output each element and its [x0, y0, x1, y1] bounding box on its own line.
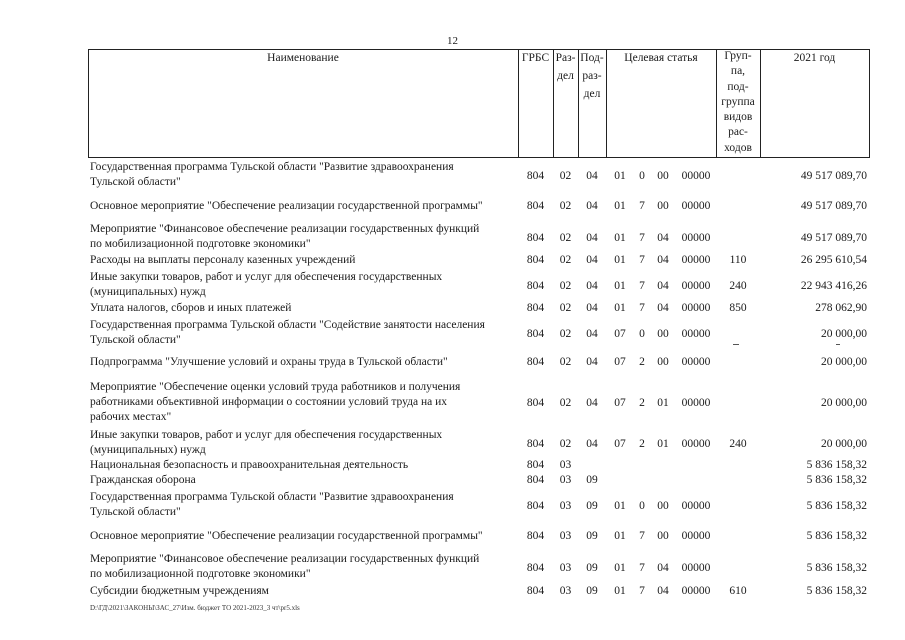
cell-t1: 01 — [614, 530, 626, 542]
cell-t2: 2 — [639, 397, 645, 409]
cell-grbs: 804 — [526, 585, 545, 597]
cell-pr: 04 — [586, 169, 598, 182]
row-name — [90, 270, 520, 300]
row-name-line: Расходы на выплаты персоналу казенных учреждений — [90, 254, 356, 266]
row-name-line: Основное мероприятие "Обеспечение реализации государственной программы" — [90, 530, 483, 542]
row-name-line: Иные закупки товаров, работ и услуг для обеспечения государственных — [90, 429, 443, 441]
header-grbs: ГРБС — [521, 52, 550, 64]
cell-t1: 07 — [614, 437, 626, 450]
cell-rz: 02 — [559, 327, 572, 340]
cell-t4: 00000 — [681, 327, 711, 340]
row-name-line: Уплата налогов, сборов и иных платежей — [90, 302, 292, 314]
cell-t1: 01 — [614, 585, 626, 597]
cell-t4: 00000 — [681, 254, 711, 266]
cell-t3: 00 — [657, 356, 669, 368]
header-razdel: Раз- дел — [555, 52, 576, 82]
row-name — [90, 301, 520, 316]
cell-rz: 02 — [559, 254, 572, 266]
cell-rz: 02 — [559, 302, 572, 314]
cell-t2: 7 — [639, 254, 645, 266]
cell-pr: 09 — [586, 499, 598, 512]
cell-rz: 02 — [559, 279, 572, 292]
cell-t2: 7 — [639, 561, 645, 574]
row-name — [90, 318, 520, 348]
cell-t3: 04 — [657, 231, 669, 244]
cell-t2: 7 — [639, 585, 645, 597]
cell-pr: 09 — [586, 530, 598, 542]
table-row — [88, 318, 870, 348]
row-name — [90, 355, 520, 370]
cell-t4: 00000 — [681, 437, 711, 450]
cell-t1: 01 — [614, 499, 626, 512]
table-header — [88, 49, 870, 158]
cell-t2: 0 — [639, 327, 645, 340]
row-name-line: по мобилизационной подготовке экономики" — [90, 568, 311, 580]
row-name-line: Тульской области" — [90, 506, 181, 518]
header-year: 2021 год — [793, 52, 836, 64]
cell-t2: 0 — [639, 169, 645, 182]
row-name — [90, 380, 520, 425]
row-name — [90, 529, 520, 544]
cell-vr: 610 — [729, 585, 747, 597]
cell-amount: 49 517 089,70 — [800, 169, 867, 182]
cell-t2: 7 — [639, 200, 645, 212]
cell-pr: 09 — [586, 585, 598, 597]
scan-mark — [733, 344, 739, 345]
cell-t1: 01 — [614, 169, 626, 182]
table-row — [88, 428, 870, 458]
row-name-line: Иные закупки товаров, работ и услуг для обеспечения государственных — [90, 271, 443, 283]
table-row — [88, 490, 870, 520]
cell-t4: 00000 — [681, 279, 711, 292]
row-name-line: Подпрограмма "Улучшение условий и охраны труда в Тульской области" — [90, 356, 448, 368]
cell-pr: 04 — [586, 231, 598, 244]
cell-pr: 04 — [586, 302, 598, 314]
cell-amount: 278 062,90 — [815, 302, 867, 314]
cell-t1: 07 — [614, 397, 626, 409]
row-name — [90, 552, 520, 582]
row-name-line: по мобилизационной подготовке экономики" — [90, 238, 311, 250]
cell-grbs: 804 — [526, 302, 545, 314]
table-row — [88, 301, 870, 316]
cell-grbs: 804 — [526, 169, 545, 182]
cell-rz: 02 — [559, 200, 572, 212]
row-name-line: Мероприятие "Финансовое обеспечение реализации государственных функций — [90, 553, 480, 565]
table-row — [88, 253, 870, 268]
cell-grbs: 804 — [526, 437, 545, 450]
row-name-line: Гражданская оборона — [90, 474, 196, 486]
row-name — [90, 428, 520, 458]
row-name — [90, 253, 520, 268]
cell-grbs: 804 — [526, 474, 545, 486]
cell-rz: 03 — [559, 585, 572, 597]
header-podrazdel: Под- раз- дел — [580, 52, 604, 100]
cell-amount: 26 295 610,54 — [800, 254, 867, 266]
row-name — [90, 490, 520, 520]
cell-vr: 110 — [729, 254, 747, 266]
cell-t2: 2 — [639, 356, 645, 368]
cell-t2: 7 — [639, 231, 645, 244]
cell-amount: 5 836 158,32 — [806, 585, 867, 597]
cell-vr: 240 — [729, 437, 747, 450]
cell-t4: 00000 — [681, 169, 711, 182]
cell-t2: 7 — [639, 530, 645, 542]
cell-t1: 01 — [614, 231, 626, 244]
cell-rz: 03 — [559, 561, 572, 574]
cell-pr: 04 — [586, 327, 598, 340]
page-number: 12 — [447, 35, 458, 47]
cell-pr: 04 — [586, 279, 598, 292]
row-name — [90, 458, 520, 473]
row-name — [90, 222, 520, 252]
cell-t3: 00 — [657, 530, 669, 542]
cell-t4: 00000 — [681, 585, 711, 597]
cell-t3: 04 — [657, 254, 669, 266]
cell-t3: 04 — [657, 561, 669, 574]
cell-t1: 01 — [614, 200, 626, 212]
cell-amount: 5 836 158,32 — [806, 499, 867, 512]
table-row — [88, 552, 870, 582]
row-name-line: Тульской области" — [90, 176, 181, 188]
row-name-line: (муниципальных) нужд — [90, 444, 206, 456]
cell-t1: 01 — [614, 279, 626, 292]
cell-t4: 00000 — [681, 499, 711, 512]
row-name-line: Государственная программа Тульской области "Содействие занятости населения — [90, 319, 485, 331]
cell-amount: 49 517 089,70 — [800, 200, 867, 212]
cell-pr: 04 — [586, 437, 598, 450]
cell-t4: 00000 — [681, 561, 711, 574]
cell-amount: 5 836 158,32 — [806, 561, 867, 574]
cell-t3: 00 — [657, 200, 669, 212]
row-name — [90, 160, 520, 190]
cell-amount: 20 000,00 — [821, 437, 867, 450]
cell-amount: 5 836 158,32 — [806, 459, 867, 471]
cell-rz: 02 — [559, 356, 572, 368]
cell-t3: 04 — [657, 302, 669, 314]
file-path-footer: D:\ГД\2021\ЗАКОНЫ\ЗАС_27\Изм. бюджет ТО 2021-2023_3 чт\pr5.xls — [90, 604, 300, 612]
cell-rz: 02 — [559, 437, 572, 450]
cell-grbs: 804 — [526, 459, 545, 471]
cell-rz: 03 — [559, 499, 572, 512]
cell-grbs: 804 — [526, 356, 545, 368]
cell-rz: 03 — [559, 474, 572, 486]
cell-rz: 03 — [559, 459, 572, 471]
cell-rz: 02 — [559, 397, 572, 409]
row-name-line: Мероприятие "Финансовое обеспечение реализации государственных функций — [90, 223, 480, 235]
table-row — [88, 584, 870, 599]
scan-mark — [836, 344, 840, 345]
table-row — [88, 355, 870, 370]
cell-pr: 04 — [586, 356, 598, 368]
table-row — [88, 473, 870, 488]
table-row — [88, 458, 870, 473]
row-name — [90, 473, 520, 488]
row-name-line: работниками объективной информации о состоянии условий труда на их — [90, 396, 448, 408]
cell-amount: 49 517 089,70 — [800, 231, 867, 244]
table-row — [88, 199, 870, 214]
cell-amount: 5 836 158,32 — [806, 474, 867, 486]
cell-t3: 00 — [657, 327, 669, 340]
row-name-line: (муниципальных) нужд — [90, 286, 206, 298]
cell-t3: 04 — [657, 585, 669, 597]
cell-rz: 03 — [559, 530, 572, 542]
cell-t1: 01 — [614, 561, 626, 574]
table-row — [88, 529, 870, 544]
cell-grbs: 804 — [526, 231, 545, 244]
header-name: Наименование — [267, 52, 339, 64]
cell-rz: 02 — [559, 231, 572, 244]
cell-t2: 7 — [639, 302, 645, 314]
row-name-line: Государственная программа Тульской области "Развитие здравоохранения — [90, 161, 454, 173]
cell-t4: 00000 — [681, 356, 711, 368]
cell-rz: 02 — [559, 169, 572, 182]
cell-amount: 20 000,00 — [821, 327, 867, 340]
cell-t4: 00000 — [681, 397, 711, 409]
cell-t3: 01 — [657, 437, 669, 450]
table-row — [88, 222, 870, 252]
row-name-line: Тульской области" — [90, 334, 181, 346]
header-group: Груп- па, под- группа видов рас- ходов — [721, 50, 755, 154]
cell-pr: 04 — [586, 200, 598, 212]
cell-t1: 01 — [614, 302, 626, 314]
cell-t3: 00 — [657, 499, 669, 512]
row-name-line: Государственная программа Тульской области "Развитие здравоохранения — [90, 491, 454, 503]
cell-grbs: 804 — [526, 561, 545, 574]
cell-grbs: 804 — [526, 530, 545, 542]
cell-pr: 09 — [586, 474, 598, 486]
cell-t2: 7 — [639, 279, 645, 292]
cell-amount: 20 000,00 — [821, 397, 867, 409]
cell-vr: 240 — [729, 279, 747, 292]
row-name — [90, 199, 520, 214]
cell-grbs: 804 — [526, 279, 545, 292]
cell-grbs: 804 — [526, 200, 545, 212]
cell-amount: 22 943 416,26 — [800, 279, 867, 292]
cell-t3: 04 — [657, 279, 669, 292]
table-row — [88, 160, 870, 190]
cell-t1: 01 — [614, 254, 626, 266]
cell-t2: 2 — [639, 437, 645, 450]
row-name-line: Национальная безопасность и правоохранительная деятельность — [90, 459, 409, 471]
table-row — [88, 270, 870, 300]
cell-t4: 00000 — [681, 530, 711, 542]
row-name-line: Основное мероприятие "Обеспечение реализации государственной программы" — [90, 200, 483, 212]
cell-amount: 20 000,00 — [821, 356, 867, 368]
cell-t1: 07 — [614, 327, 626, 340]
cell-grbs: 804 — [526, 499, 545, 512]
cell-pr: 04 — [586, 254, 598, 266]
cell-amount: 5 836 158,32 — [806, 530, 867, 542]
row-name — [90, 584, 520, 599]
cell-t3: 01 — [657, 397, 669, 409]
cell-pr: 09 — [586, 561, 598, 574]
cell-grbs: 804 — [526, 327, 545, 340]
row-name-line: рабочих местах" — [90, 411, 172, 423]
cell-t4: 00000 — [681, 200, 711, 212]
cell-vr: 850 — [729, 302, 747, 314]
table-row — [88, 380, 870, 425]
cell-t4: 00000 — [681, 231, 711, 244]
cell-t2: 0 — [639, 499, 645, 512]
cell-t1: 07 — [614, 356, 626, 368]
row-name-line: Мероприятие "Обеспечение оценки условий труда работников и получения — [90, 381, 461, 393]
cell-t4: 00000 — [681, 302, 711, 314]
row-name-line: Субсидии бюджетным учреждениям — [90, 585, 269, 597]
cell-t3: 00 — [657, 169, 669, 182]
cell-grbs: 804 — [526, 397, 545, 409]
header-target: Целевая статья — [624, 52, 698, 64]
cell-pr: 04 — [586, 397, 598, 409]
cell-grbs: 804 — [526, 254, 545, 266]
